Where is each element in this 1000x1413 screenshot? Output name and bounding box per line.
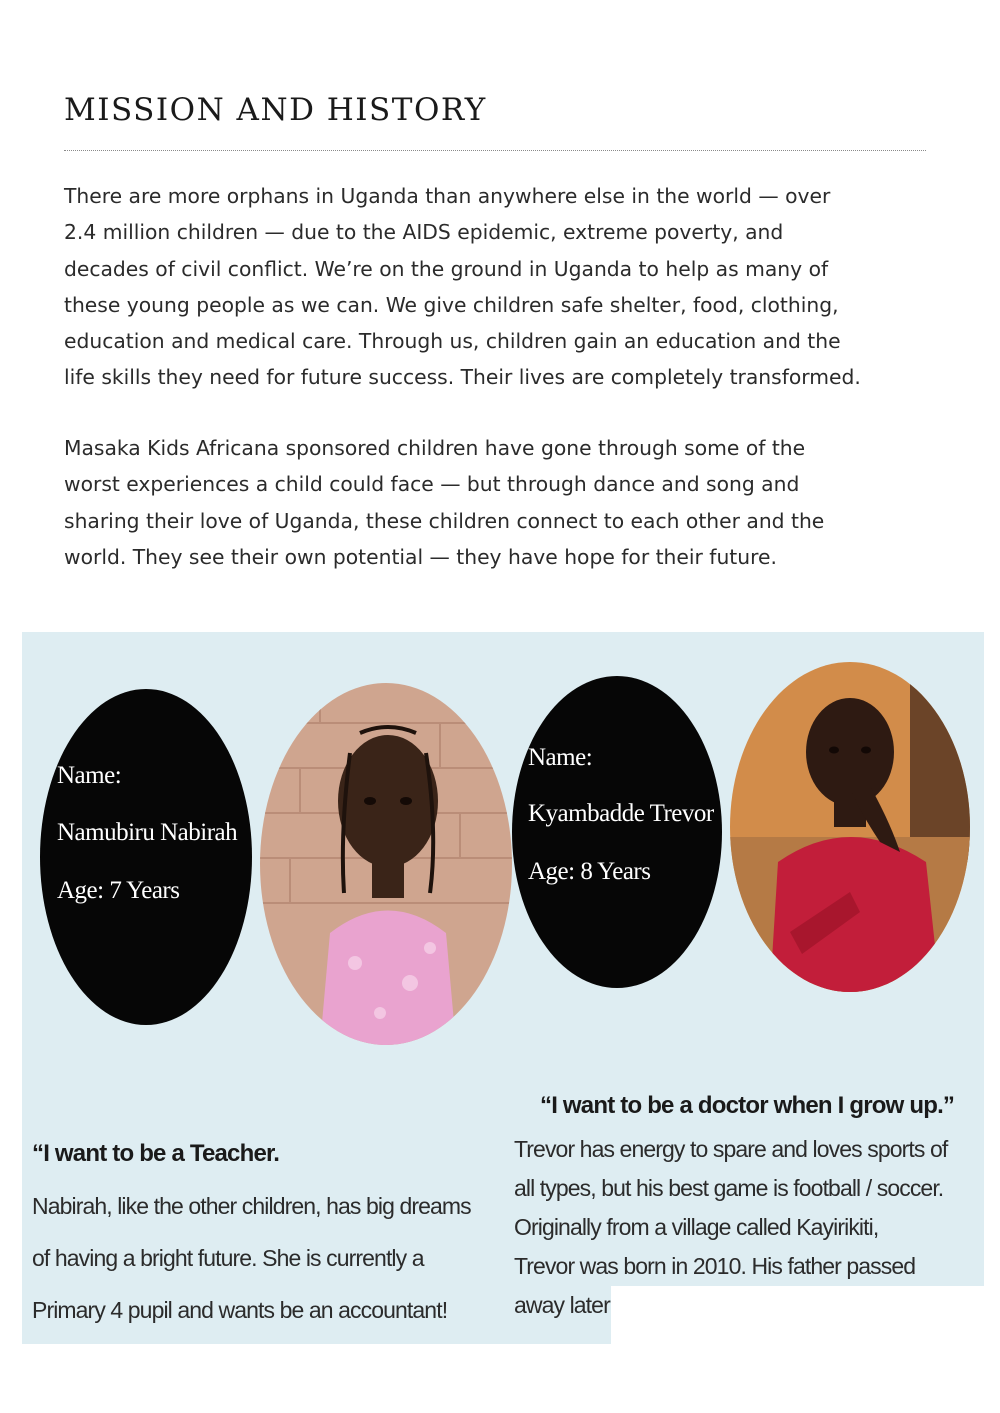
child-1-quote: “I want to be a Teacher. (32, 1140, 280, 1167)
child-2-info-circle (512, 676, 722, 988)
child-1-story-line: of having a bright future. She is currently a (32, 1245, 424, 1271)
child-1-age: Age: 7 Years (57, 877, 180, 904)
intro-line: education and medical care. Through us, children gain an education and the (64, 329, 841, 354)
intro-line: worst experiences a child could face — but through dance and song and (64, 472, 800, 497)
child-2-name-label: Name: (528, 744, 593, 771)
intro-line: There are more orphans in Uganda than anywhere else in the world — over (64, 184, 831, 208)
child-2-quote: “I want to be a doctor when I grow up.” (540, 1092, 955, 1119)
dotted-divider (64, 150, 926, 151)
child-2-age: Age: 8 Years (528, 858, 651, 885)
page-heading: MISSION AND HISTORY (64, 92, 487, 128)
child-2-photo (730, 662, 970, 992)
intro-paragraph-1 (64, 178, 934, 396)
intro-line: life skills they need for future success. Their lives are completely transformed. (64, 365, 861, 390)
intro-line: these young people as we can. We give children safe shelter, food, clothing, (64, 292, 839, 317)
child-1-name: Namubiru Nabirah (57, 819, 238, 846)
child-1-story-line: Primary 4 pupil and wants be an accountant! (32, 1297, 448, 1323)
intro-line: Masaka Kids Africana sponsored children have gone through some of the (64, 436, 806, 460)
child-1-story (32, 1180, 471, 1336)
child-1-name-label: Name: (57, 762, 122, 789)
child-2-story-line: all types, but his best game is football / soccer. (514, 1175, 944, 1201)
child-2-story-line: away later (514, 1292, 610, 1318)
child-2-story-line: Originally from a village called Kayirikiti, (514, 1214, 879, 1240)
intro-line: decades of civil conflict. We’re on the ground in Uganda to help as many of (64, 256, 829, 281)
intro-line: sharing their love of Uganda, these children connect to each other and the (64, 508, 825, 533)
child-1-story-line: Nabirah, like the other children, has big dreams (32, 1193, 471, 1219)
child-1-info-circle (40, 689, 252, 1025)
intro-paragraph-2 (64, 430, 934, 575)
child-2-name: Kyambadde Trevor (528, 800, 714, 827)
child-1-photo (260, 683, 512, 1045)
intro-line: 2.4 million children — due to the AIDS epidemic, extreme poverty, and (64, 220, 784, 245)
child-2-story-line: Trevor was born in 2010. His father passed (514, 1253, 916, 1279)
child-2-story (514, 1130, 947, 1325)
intro-line: world. They see their own potential — they have hope for their future. (64, 544, 777, 569)
child-2-story-line: Trevor has energy to spare and loves sports of (514, 1136, 948, 1162)
